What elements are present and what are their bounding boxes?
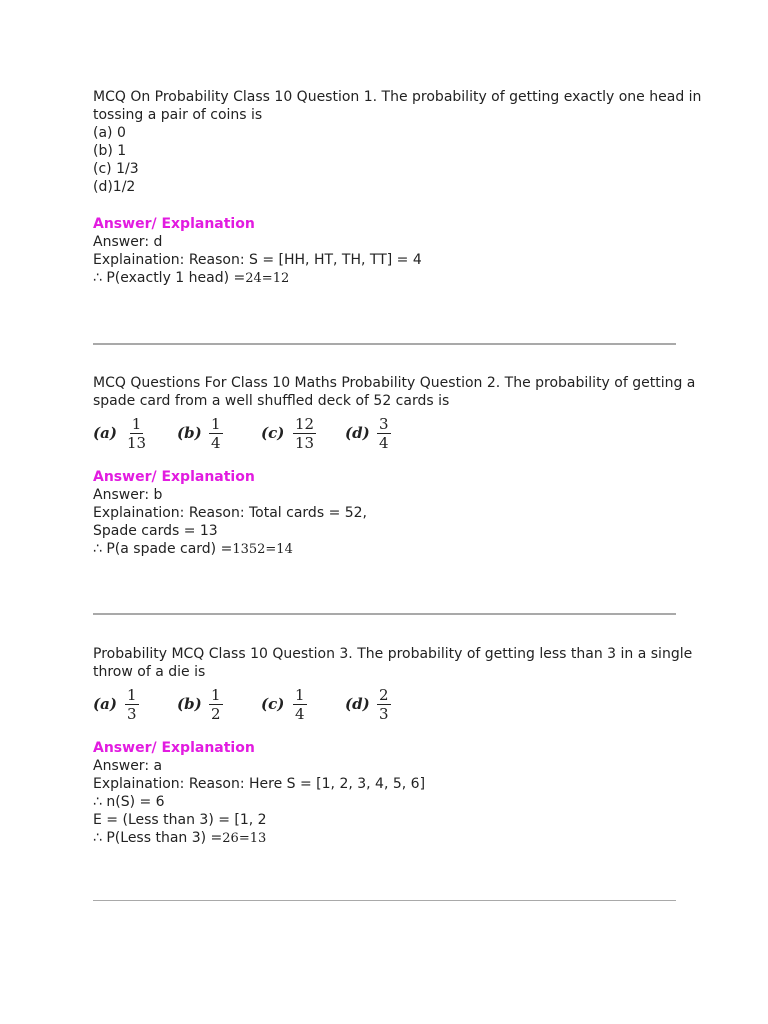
question-2-option-a — [93, 415, 177, 452]
answer-2: Answer: b — [93, 487, 163, 503]
numerator: 1 — [127, 685, 137, 704]
denominator: 2 — [211, 704, 221, 723]
explanation-2-line-2: Spade cards = 13 — [93, 523, 218, 539]
numerator: 2 — [379, 685, 389, 704]
final-probability-3 — [93, 829, 676, 848]
explanation-3-line-1: Explaination: Reason: Here S = [1, 2, 3, 4, 5, 6] — [93, 776, 426, 792]
numerator: 1 — [131, 414, 142, 433]
question-3-options — [93, 683, 676, 725]
explanation-1-line-1: Explaination: Reason: S = [HH, HT, TH, TT] = 4 — [93, 252, 422, 268]
option-label: (d) — [345, 695, 370, 713]
denominator: 3 — [379, 704, 389, 723]
question-3-option-d — [345, 686, 429, 723]
fraction — [377, 686, 391, 723]
question-1-text: MCQ On Probability Class 10 Question 1. The probability of getting exactly one head in — [93, 89, 702, 105]
question-3-option-a — [93, 686, 177, 723]
question-2 — [93, 374, 696, 559]
question-3-text: Probability MCQ Class 10 Question 3. The probability of getting less than 3 in a single — [93, 646, 693, 662]
question-2-option-d — [345, 415, 429, 452]
final-1-math: 24=12 — [245, 271, 290, 286]
question-3-option-c — [261, 686, 345, 723]
denominator: 4 — [211, 433, 221, 452]
divider-3 — [93, 900, 676, 901]
final-1-prefix: ∴ P(exactly 1 head) = — [93, 270, 246, 286]
question-2-text: MCQ Questions For Class 10 Maths Probability Question 2. The probability of getting a — [93, 375, 696, 391]
question-1-option-d: (d)1/2 — [93, 179, 136, 195]
fraction — [293, 415, 316, 452]
final-3-prefix: ∴ P(Less than 3) = — [93, 830, 223, 846]
denominator: 4 — [295, 704, 305, 723]
final-2-math: 1352=14 — [232, 542, 293, 557]
answer-1: Answer: d — [93, 234, 163, 250]
question-1-option-a: (a) 0 — [93, 125, 126, 141]
question-2-text-cont: spade card from a well shuffled deck of 52 cards is — [93, 393, 450, 409]
final-2-prefix: ∴ P(a spade card) = — [93, 541, 233, 557]
question-1 — [93, 88, 702, 288]
denominator: 4 — [379, 433, 389, 452]
question-1-text-cont: tossing a pair of coins is — [93, 107, 263, 123]
numerator: 1 — [211, 685, 221, 704]
question-1-option-c: (c) 1/3 — [93, 161, 139, 177]
explanation-3-line-3: E = (Less than 3) = [1, 2 — [93, 812, 267, 828]
answer-explanation-heading-1[interactable]: Answer/ Explanation — [93, 216, 255, 232]
question-2-option-c — [261, 415, 345, 452]
question-3-text-cont: throw of a die is — [93, 664, 206, 680]
final-probability-1 — [93, 269, 676, 288]
numerator: 1 — [211, 414, 221, 433]
question-2-options — [93, 412, 676, 454]
option-label: (c) — [261, 424, 285, 442]
option-label: (b) — [177, 695, 202, 713]
fraction — [125, 686, 139, 723]
denominator: 13 — [127, 433, 147, 452]
denominator: 3 — [127, 704, 137, 723]
final-3-math: 26=13 — [222, 831, 267, 846]
answer-explanation-heading-3[interactable]: Answer/ Explanation — [93, 740, 255, 756]
option-label: (a) — [93, 695, 117, 713]
numerator: 1 — [295, 685, 305, 704]
question-3 — [93, 645, 693, 848]
numerator: 12 — [295, 414, 315, 433]
answer-3: Answer: a — [93, 758, 163, 774]
fraction — [209, 415, 223, 452]
divider-1 — [93, 343, 676, 345]
option-label: (a) — [93, 424, 117, 442]
option-label: (b) — [177, 424, 202, 442]
question-1-option-b: (b) 1 — [93, 143, 127, 159]
denominator: 13 — [295, 433, 315, 452]
question-2-option-b — [177, 415, 261, 452]
final-probability-2 — [93, 540, 676, 559]
numerator: 3 — [379, 414, 389, 433]
option-label: (d) — [345, 424, 370, 442]
option-label: (c) — [261, 695, 285, 713]
fraction — [209, 686, 223, 723]
divider-2 — [93, 613, 676, 615]
fraction — [377, 415, 391, 452]
fraction — [125, 415, 148, 452]
explanation-2-line-1: Explaination: Reason: Total cards = 52, — [93, 505, 368, 521]
question-3-option-b — [177, 686, 261, 723]
explanation-3-line-2: ∴ n(S) = 6 — [93, 794, 165, 810]
fraction — [293, 686, 307, 723]
answer-explanation-heading-2[interactable]: Answer/ Explanation — [93, 469, 255, 485]
